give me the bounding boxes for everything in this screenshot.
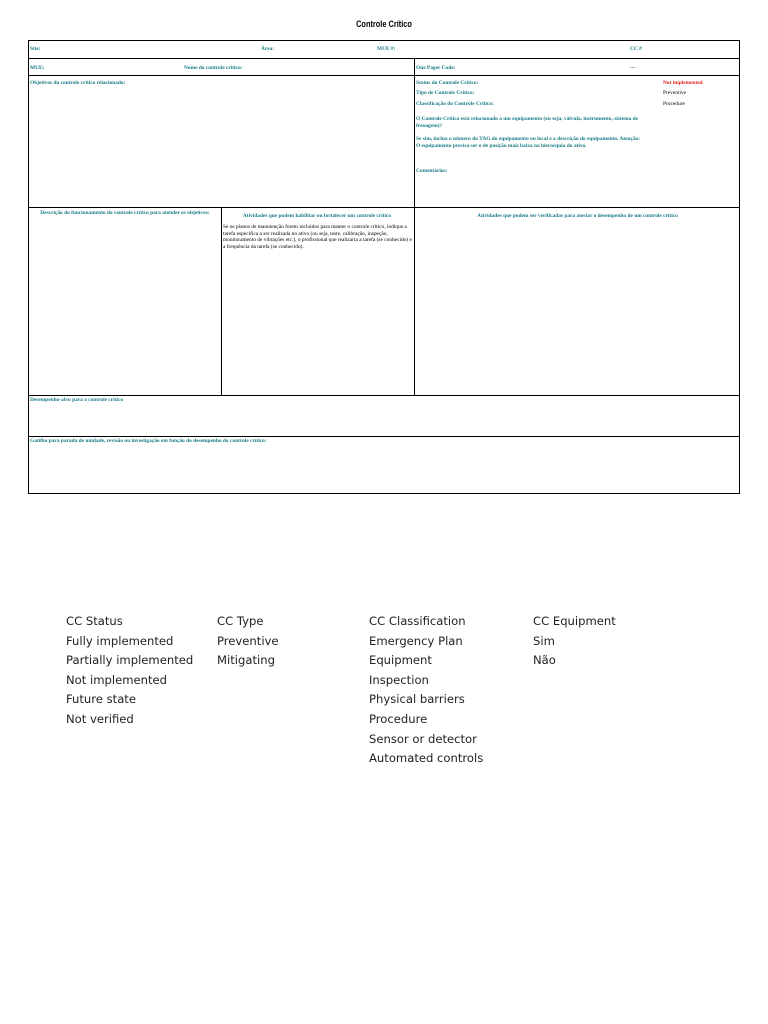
cc-status-item: Partially implemented (66, 653, 194, 668)
cc-status-item: Not implemented (66, 672, 168, 687)
objectives-label: Objetivos do controle crítico relacionado: (30, 80, 126, 86)
cc-number-label: CC # (630, 46, 642, 52)
mue-number-label: MUE #: (377, 46, 396, 52)
row-divider (29, 75, 739, 76)
tag-instruction: Se sim, inclua o número do TAG do equipamento ou local e a descrição do equipamento. Atenção: O equipamento precisa ser o de posição mais baixa na hierarquia do ativo. (416, 136, 641, 149)
column-divider (414, 58, 415, 395)
classification-label: Classificação do Controle Crítico: (416, 101, 494, 107)
type-value: Preventive (663, 90, 687, 96)
column-divider (221, 207, 222, 395)
comments-label: Comentários: (416, 168, 448, 174)
cc-classification-header: CC Classification (369, 614, 466, 628)
trigger-label: Gatilho para parada de unidade, revisão ou investigação em função do desempenho do controle crítico: (30, 438, 267, 444)
area-label: Área: (261, 46, 275, 52)
page-title: Controle Crítico (356, 19, 412, 29)
type-label: Tipo de Controle Crítico: (416, 90, 475, 96)
status-label: Status do Controle Crítico: (416, 80, 479, 86)
row-divider (29, 436, 739, 437)
verification-activities-header: Atividades que podem ser verificadas para atestar o desempenho de um controle crítico (477, 213, 678, 219)
cc-type-header: CC Type (217, 614, 264, 628)
cc-classification-item: Physical barriers (369, 692, 465, 707)
cc-equipment-item: Não (533, 653, 556, 668)
cc-classification-item: Emergency Plan (369, 633, 463, 648)
cc-status-list (66, 612, 193, 730)
equipment-question: O Controle Crítico está relacionado a um equipamento (ou seja, válvula, instrumento, sistema de frenagem)? (416, 116, 639, 129)
target-performance-label: Desempenho-alvo para o controle crítico (30, 397, 124, 403)
row-divider (29, 395, 739, 396)
critical-control-form (28, 40, 740, 494)
control-name-label: Nome do controle crítico: (184, 65, 243, 71)
cc-type-item: Mitigating (217, 653, 275, 668)
cc-status-header: CC Status (66, 614, 123, 628)
cc-classification-item: Procedure (369, 711, 428, 726)
status-value: Not implemented (663, 80, 703, 86)
cc-classification-list (369, 612, 483, 769)
cc-classification-item: Inspection (369, 672, 429, 687)
one-pager-code-label: One Pager Code: (416, 65, 456, 71)
row-divider (29, 207, 739, 208)
site-label: Site: (30, 46, 41, 52)
enabling-activities-header: Atividades que podem habilitar ou fortalecer um controle crítico (242, 213, 392, 219)
cc-status-item: Fully implemented (66, 633, 174, 648)
cc-type-list (217, 612, 279, 671)
one-pager-code-value: --- (630, 65, 636, 71)
row-divider (29, 58, 739, 59)
cc-type-item: Preventive (217, 633, 279, 648)
cc-equipment-list (533, 612, 616, 671)
cc-classification-item: Equipment (369, 653, 432, 668)
enabling-activities-text: Se os planos de manutenção forem incluídos para manter o controle crítico, indique a tarefa específica a ser realizada no ativo (ou seja, teste, calibração, inspeção, monitoramento de vibrações etc.), o profissional que realizaria a tarefa (se conhecido) e a frequência da tarefa (se conhecido). (223, 224, 412, 250)
cc-equipment-item: Sim (533, 633, 555, 648)
cc-status-item: Future state (66, 692, 136, 707)
cc-equipment-header: CC Equipment (533, 614, 616, 628)
cc-classification-item: Sensor or detector (369, 731, 477, 746)
classification-value: Procedure (663, 101, 685, 107)
description-header: Descrição do funcionamento do controle crítico para atender os objetivos: (40, 210, 210, 216)
cc-status-item: Not verified (66, 711, 134, 726)
mue-label: MUE: (30, 65, 45, 71)
cc-classification-item: Automated controls (369, 751, 484, 766)
